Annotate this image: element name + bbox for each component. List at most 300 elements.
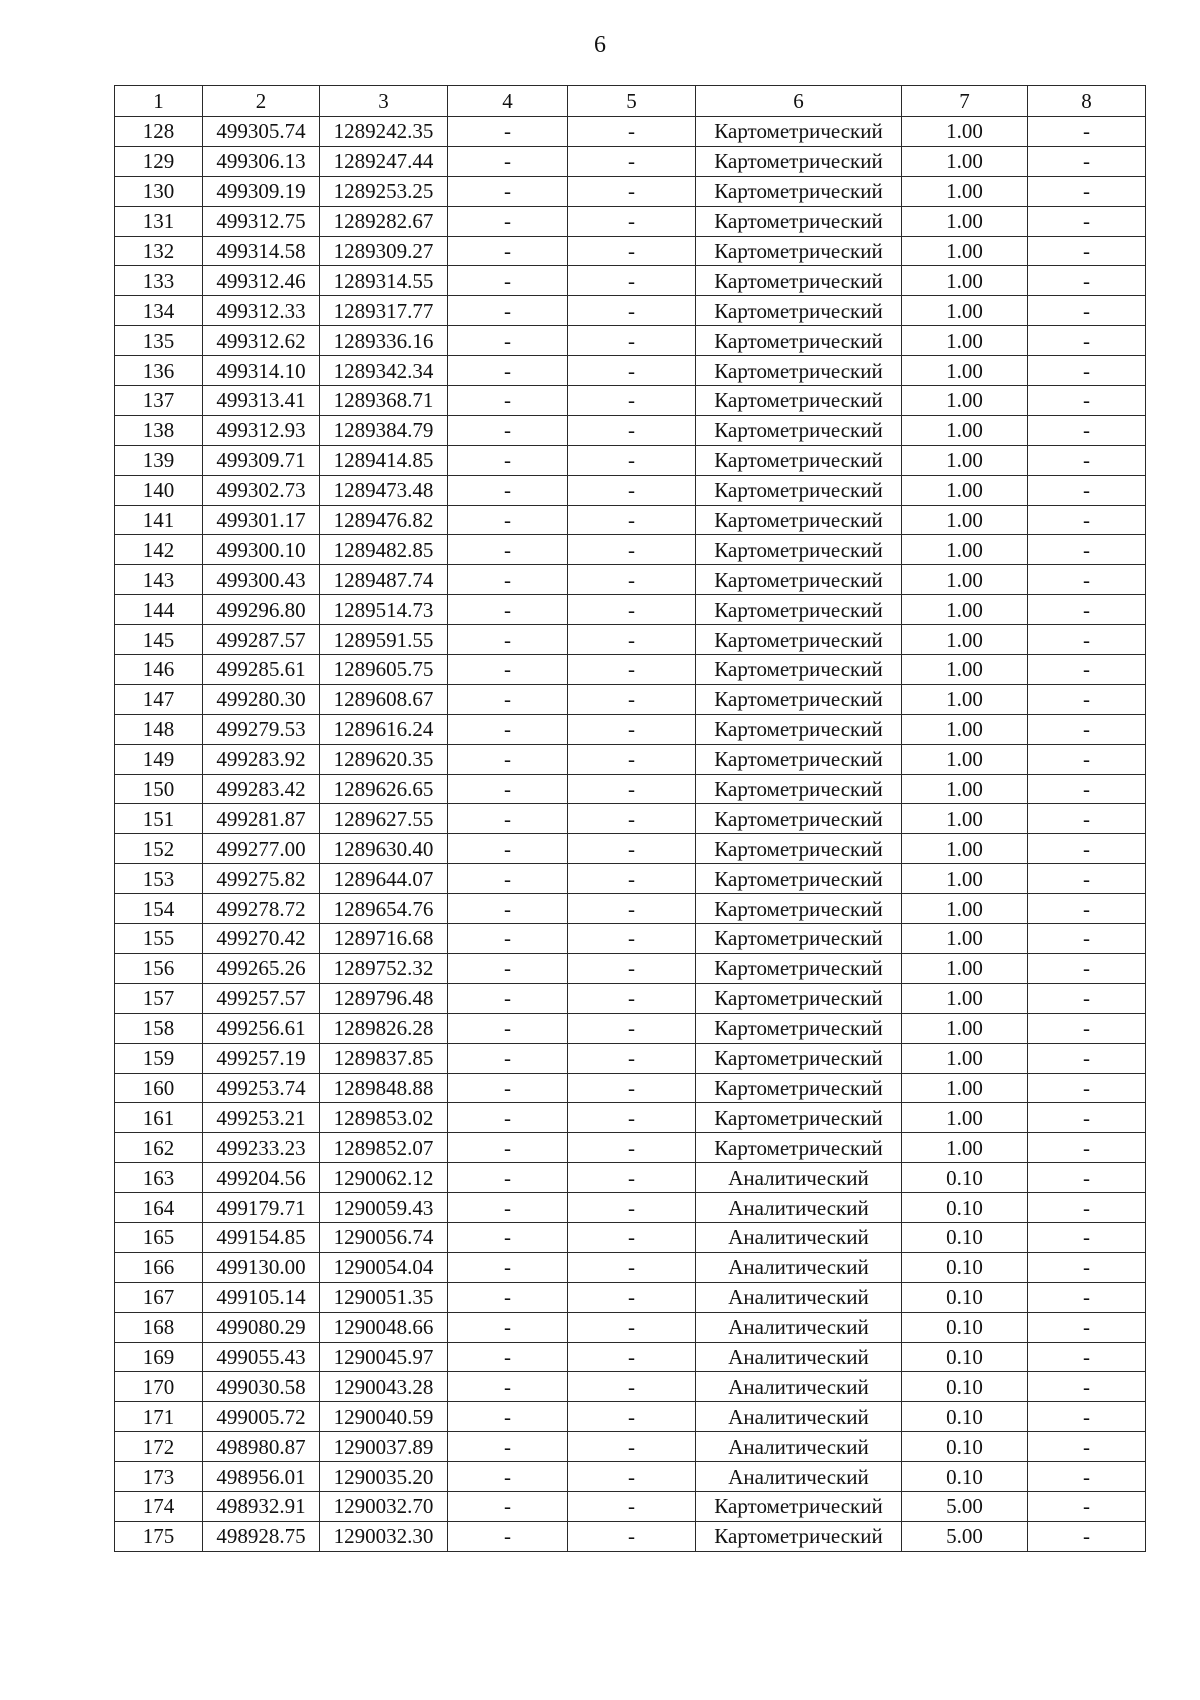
column-5-cell: - [568, 1013, 696, 1043]
column-8-cell: - [1028, 1402, 1146, 1432]
method-cell: Картометрический [696, 117, 902, 147]
column-8-cell: - [1028, 176, 1146, 206]
method-cell: Картометрический [696, 1103, 902, 1133]
x-coordinate-cell: 499312.93 [203, 415, 320, 445]
method-cell: Аналитический [696, 1282, 902, 1312]
method-cell: Аналитический [696, 1252, 902, 1282]
y-coordinate-cell: 1289616.24 [320, 714, 448, 744]
y-coordinate-cell: 1290059.43 [320, 1193, 448, 1223]
accuracy-cell: 1.00 [902, 983, 1028, 1013]
table-row [115, 1193, 1146, 1223]
column-8-cell: - [1028, 714, 1146, 744]
table-row [115, 445, 1146, 475]
table-row [115, 1043, 1146, 1073]
column-8-cell: - [1028, 296, 1146, 326]
y-coordinate-cell: 1290032.70 [320, 1491, 448, 1521]
column-4-cell: - [448, 924, 568, 954]
point-number-cell: 171 [115, 1402, 203, 1432]
point-number-cell: 129 [115, 146, 203, 176]
column-4-cell: - [448, 326, 568, 356]
column-8-cell: - [1028, 535, 1146, 565]
column-4-cell: - [448, 1163, 568, 1193]
column-4-cell: - [448, 1073, 568, 1103]
point-number-cell: 156 [115, 953, 203, 983]
accuracy-cell: 0.10 [902, 1462, 1028, 1492]
method-cell: Картометрический [696, 625, 902, 655]
column-5-cell: - [568, 356, 696, 386]
x-coordinate-cell: 499270.42 [203, 924, 320, 954]
column-4-cell: - [448, 834, 568, 864]
accuracy-cell: 1.00 [902, 296, 1028, 326]
y-coordinate-cell: 1290037.89 [320, 1432, 448, 1462]
column-8-cell: - [1028, 1282, 1146, 1312]
method-cell: Картометрический [696, 266, 902, 296]
y-coordinate-cell: 1289608.67 [320, 684, 448, 714]
column-5-cell: - [568, 714, 696, 744]
method-cell: Картометрический [696, 176, 902, 206]
y-coordinate-cell: 1289414.85 [320, 445, 448, 475]
y-coordinate-cell: 1290032.30 [320, 1521, 448, 1551]
x-coordinate-cell: 499280.30 [203, 684, 320, 714]
accuracy-cell: 0.10 [902, 1342, 1028, 1372]
column-8-cell: - [1028, 1432, 1146, 1462]
column-8-cell: - [1028, 1312, 1146, 1342]
column-4-cell: - [448, 475, 568, 505]
table-row [115, 535, 1146, 565]
point-number-cell: 142 [115, 535, 203, 565]
y-coordinate-cell: 1289384.79 [320, 415, 448, 445]
method-cell: Аналитический [696, 1402, 902, 1432]
column-header: 1 [115, 86, 203, 117]
accuracy-cell: 1.00 [902, 1133, 1028, 1163]
y-coordinate-cell: 1289242.35 [320, 117, 448, 147]
point-number-cell: 158 [115, 1013, 203, 1043]
accuracy-cell: 1.00 [902, 595, 1028, 625]
point-number-cell: 137 [115, 386, 203, 416]
column-8-cell: - [1028, 1043, 1146, 1073]
y-coordinate-cell: 1289309.27 [320, 236, 448, 266]
point-number-cell: 170 [115, 1372, 203, 1402]
point-number-cell: 144 [115, 595, 203, 625]
column-5-cell: - [568, 1282, 696, 1312]
column-5-cell: - [568, 415, 696, 445]
x-coordinate-cell: 499055.43 [203, 1342, 320, 1372]
table-row [115, 505, 1146, 535]
point-number-cell: 157 [115, 983, 203, 1013]
point-number-cell: 175 [115, 1521, 203, 1551]
accuracy-cell: 1.00 [902, 236, 1028, 266]
y-coordinate-cell: 1289282.67 [320, 206, 448, 236]
column-8-cell: - [1028, 1222, 1146, 1252]
column-8-cell: - [1028, 953, 1146, 983]
table-row [115, 1312, 1146, 1342]
y-coordinate-cell: 1289626.65 [320, 774, 448, 804]
method-cell: Аналитический [696, 1312, 902, 1342]
y-coordinate-cell: 1289837.85 [320, 1043, 448, 1073]
x-coordinate-cell: 498980.87 [203, 1432, 320, 1462]
y-coordinate-cell: 1290043.28 [320, 1372, 448, 1402]
table-row [115, 774, 1146, 804]
column-8-cell: - [1028, 655, 1146, 685]
accuracy-cell: 1.00 [902, 1073, 1028, 1103]
column-4-cell: - [448, 1432, 568, 1462]
method-cell: Картометрический [696, 236, 902, 266]
table-row [115, 744, 1146, 774]
y-coordinate-cell: 1290045.97 [320, 1342, 448, 1372]
column-8-cell: - [1028, 894, 1146, 924]
x-coordinate-cell: 499312.33 [203, 296, 320, 326]
column-8-cell: - [1028, 326, 1146, 356]
table-row [115, 386, 1146, 416]
method-cell: Картометрический [696, 834, 902, 864]
y-coordinate-cell: 1290040.59 [320, 1402, 448, 1432]
x-coordinate-cell: 499287.57 [203, 625, 320, 655]
accuracy-cell: 1.00 [902, 505, 1028, 535]
x-coordinate-cell: 498932.91 [203, 1491, 320, 1521]
column-8-cell: - [1028, 565, 1146, 595]
x-coordinate-cell: 499279.53 [203, 714, 320, 744]
table-row [115, 146, 1146, 176]
column-5-cell: - [568, 1163, 696, 1193]
table-row [115, 595, 1146, 625]
y-coordinate-cell: 1289605.75 [320, 655, 448, 685]
x-coordinate-cell: 499301.17 [203, 505, 320, 535]
method-cell: Картометрический [696, 1491, 902, 1521]
table-row [115, 1521, 1146, 1551]
x-coordinate-cell: 499312.62 [203, 326, 320, 356]
method-cell: Картометрический [696, 535, 902, 565]
y-coordinate-cell: 1289620.35 [320, 744, 448, 774]
table-row [115, 804, 1146, 834]
table-row [115, 296, 1146, 326]
column-4-cell: - [448, 1491, 568, 1521]
column-8-cell: - [1028, 356, 1146, 386]
column-4-cell: - [448, 206, 568, 236]
column-4-cell: - [448, 1372, 568, 1402]
column-4-cell: - [448, 1282, 568, 1312]
column-8-cell: - [1028, 1193, 1146, 1223]
x-coordinate-cell: 499179.71 [203, 1193, 320, 1223]
column-8-cell: - [1028, 146, 1146, 176]
x-coordinate-cell: 499313.41 [203, 386, 320, 416]
column-5-cell: - [568, 1103, 696, 1133]
table-body [115, 117, 1146, 1552]
column-4-cell: - [448, 176, 568, 206]
column-5-cell: - [568, 266, 696, 296]
accuracy-cell: 1.00 [902, 535, 1028, 565]
table-row [115, 1013, 1146, 1043]
point-number-cell: 132 [115, 236, 203, 266]
table-row [115, 1222, 1146, 1252]
table-row [115, 834, 1146, 864]
column-8-cell: - [1028, 1252, 1146, 1282]
column-header: 4 [448, 86, 568, 117]
column-5-cell: - [568, 595, 696, 625]
accuracy-cell: 1.00 [902, 356, 1028, 386]
column-4-cell: - [448, 266, 568, 296]
column-8-cell: - [1028, 1342, 1146, 1372]
column-4-cell: - [448, 146, 568, 176]
y-coordinate-cell: 1289487.74 [320, 565, 448, 595]
column-5-cell: - [568, 744, 696, 774]
accuracy-cell: 1.00 [902, 326, 1028, 356]
table-row [115, 1432, 1146, 1462]
y-coordinate-cell: 1289826.28 [320, 1013, 448, 1043]
x-coordinate-cell: 499253.74 [203, 1073, 320, 1103]
x-coordinate-cell: 499285.61 [203, 655, 320, 685]
method-cell: Картометрический [696, 505, 902, 535]
y-coordinate-cell: 1290054.04 [320, 1252, 448, 1282]
accuracy-cell: 1.00 [902, 415, 1028, 445]
column-5-cell: - [568, 326, 696, 356]
column-8-cell: - [1028, 684, 1146, 714]
method-cell: Картометрический [696, 565, 902, 595]
column-8-cell: - [1028, 1462, 1146, 1492]
table-row [115, 924, 1146, 954]
column-8-cell: - [1028, 445, 1146, 475]
accuracy-cell: 1.00 [902, 475, 1028, 505]
column-8-cell: - [1028, 744, 1146, 774]
y-coordinate-cell: 1289644.07 [320, 864, 448, 894]
table-row [115, 1342, 1146, 1372]
y-coordinate-cell: 1289476.82 [320, 505, 448, 535]
column-5-cell: - [568, 1432, 696, 1462]
accuracy-cell: 1.00 [902, 1043, 1028, 1073]
x-coordinate-cell: 499130.00 [203, 1252, 320, 1282]
table-row [115, 1073, 1146, 1103]
column-8-cell: - [1028, 595, 1146, 625]
x-coordinate-cell: 498956.01 [203, 1462, 320, 1492]
column-8-cell: - [1028, 206, 1146, 236]
column-4-cell: - [448, 983, 568, 1013]
point-number-cell: 139 [115, 445, 203, 475]
accuracy-cell: 1.00 [902, 804, 1028, 834]
y-coordinate-cell: 1289247.44 [320, 146, 448, 176]
column-header: 2 [203, 86, 320, 117]
method-cell: Картометрический [696, 684, 902, 714]
method-cell: Картометрический [696, 655, 902, 685]
column-4-cell: - [448, 356, 568, 386]
table-row [115, 1163, 1146, 1193]
column-8-cell: - [1028, 983, 1146, 1013]
method-cell: Картометрический [696, 1043, 902, 1073]
table-row [115, 415, 1146, 445]
y-coordinate-cell: 1289716.68 [320, 924, 448, 954]
column-5-cell: - [568, 1252, 696, 1282]
method-cell: Картометрический [696, 475, 902, 505]
column-4-cell: - [448, 1521, 568, 1551]
y-coordinate-cell: 1289654.76 [320, 894, 448, 924]
x-coordinate-cell: 499005.72 [203, 1402, 320, 1432]
x-coordinate-cell: 499283.42 [203, 774, 320, 804]
column-8-cell: - [1028, 475, 1146, 505]
column-8-cell: - [1028, 924, 1146, 954]
column-5-cell: - [568, 505, 696, 535]
column-header: 5 [568, 86, 696, 117]
accuracy-cell: 1.00 [902, 266, 1028, 296]
y-coordinate-cell: 1289514.73 [320, 595, 448, 625]
column-5-cell: - [568, 117, 696, 147]
column-4-cell: - [448, 1103, 568, 1133]
table-row [115, 953, 1146, 983]
column-5-cell: - [568, 475, 696, 505]
y-coordinate-cell: 1289796.48 [320, 983, 448, 1013]
table-row [115, 236, 1146, 266]
column-5-cell: - [568, 236, 696, 266]
method-cell: Картометрический [696, 356, 902, 386]
accuracy-cell: 1.00 [902, 1103, 1028, 1133]
accuracy-cell: 5.00 [902, 1521, 1028, 1551]
x-coordinate-cell: 499283.92 [203, 744, 320, 774]
method-cell: Аналитический [696, 1342, 902, 1372]
column-5-cell: - [568, 445, 696, 475]
table-row [115, 1372, 1146, 1402]
column-4-cell: - [448, 386, 568, 416]
column-5-cell: - [568, 206, 696, 236]
accuracy-cell: 5.00 [902, 1491, 1028, 1521]
point-number-cell: 160 [115, 1073, 203, 1103]
point-number-cell: 131 [115, 206, 203, 236]
x-coordinate-cell: 498928.75 [203, 1521, 320, 1551]
column-8-cell: - [1028, 505, 1146, 535]
accuracy-cell: 0.10 [902, 1402, 1028, 1432]
column-4-cell: - [448, 774, 568, 804]
method-cell: Картометрический [696, 804, 902, 834]
column-4-cell: - [448, 894, 568, 924]
point-number-cell: 134 [115, 296, 203, 326]
x-coordinate-cell: 499300.43 [203, 565, 320, 595]
column-8-cell: - [1028, 415, 1146, 445]
x-coordinate-cell: 499302.73 [203, 475, 320, 505]
point-number-cell: 164 [115, 1193, 203, 1223]
y-coordinate-cell: 1289473.48 [320, 475, 448, 505]
accuracy-cell: 1.00 [902, 176, 1028, 206]
table-row [115, 1252, 1146, 1282]
y-coordinate-cell: 1289317.77 [320, 296, 448, 326]
accuracy-cell: 1.00 [902, 744, 1028, 774]
table-row [115, 1282, 1146, 1312]
x-coordinate-cell: 499080.29 [203, 1312, 320, 1342]
column-4-cell: - [448, 864, 568, 894]
method-cell: Картометрический [696, 386, 902, 416]
column-5-cell: - [568, 655, 696, 685]
table-row [115, 117, 1146, 147]
column-4-cell: - [448, 625, 568, 655]
column-5-cell: - [568, 1312, 696, 1342]
column-8-cell: - [1028, 1163, 1146, 1193]
point-number-cell: 165 [115, 1222, 203, 1252]
y-coordinate-cell: 1289853.02 [320, 1103, 448, 1133]
x-coordinate-cell: 499305.74 [203, 117, 320, 147]
accuracy-cell: 1.00 [902, 625, 1028, 655]
column-4-cell: - [448, 1222, 568, 1252]
method-cell: Аналитический [696, 1432, 902, 1462]
x-coordinate-cell: 499105.14 [203, 1282, 320, 1312]
column-4-cell: - [448, 236, 568, 266]
column-4-cell: - [448, 1312, 568, 1342]
accuracy-cell: 1.00 [902, 206, 1028, 236]
x-coordinate-cell: 499278.72 [203, 894, 320, 924]
column-5-cell: - [568, 774, 696, 804]
x-coordinate-cell: 499312.75 [203, 206, 320, 236]
method-cell: Картометрический [696, 864, 902, 894]
column-4-cell: - [448, 684, 568, 714]
column-4-cell: - [448, 296, 568, 326]
accuracy-cell: 0.10 [902, 1282, 1028, 1312]
accuracy-cell: 1.00 [902, 953, 1028, 983]
column-header: 7 [902, 86, 1028, 117]
column-8-cell: - [1028, 1073, 1146, 1103]
column-5-cell: - [568, 1073, 696, 1103]
x-coordinate-cell: 499312.46 [203, 266, 320, 296]
method-cell: Картометрический [696, 326, 902, 356]
column-5-cell: - [568, 535, 696, 565]
y-coordinate-cell: 1289852.07 [320, 1133, 448, 1163]
accuracy-cell: 0.10 [902, 1372, 1028, 1402]
table-row [115, 625, 1146, 655]
column-5-cell: - [568, 296, 696, 326]
column-8-cell: - [1028, 1491, 1146, 1521]
column-4-cell: - [448, 535, 568, 565]
accuracy-cell: 1.00 [902, 1013, 1028, 1043]
accuracy-cell: 1.00 [902, 684, 1028, 714]
x-coordinate-cell: 499257.57 [203, 983, 320, 1013]
point-number-cell: 172 [115, 1432, 203, 1462]
y-coordinate-cell: 1289336.16 [320, 326, 448, 356]
point-number-cell: 173 [115, 1462, 203, 1492]
accuracy-cell: 0.10 [902, 1222, 1028, 1252]
column-8-cell: - [1028, 1013, 1146, 1043]
point-number-cell: 168 [115, 1312, 203, 1342]
column-5-cell: - [568, 625, 696, 655]
column-5-cell: - [568, 1491, 696, 1521]
table-row [115, 684, 1146, 714]
column-4-cell: - [448, 595, 568, 625]
method-cell: Картометрический [696, 894, 902, 924]
column-4-cell: - [448, 714, 568, 744]
point-number-cell: 145 [115, 625, 203, 655]
accuracy-cell: 1.00 [902, 655, 1028, 685]
point-number-cell: 161 [115, 1103, 203, 1133]
table-row [115, 864, 1146, 894]
y-coordinate-cell: 1289314.55 [320, 266, 448, 296]
column-8-cell: - [1028, 1133, 1146, 1163]
column-5-cell: - [568, 924, 696, 954]
column-8-cell: - [1028, 1103, 1146, 1133]
point-number-cell: 152 [115, 834, 203, 864]
table-row [115, 1133, 1146, 1163]
column-5-cell: - [568, 834, 696, 864]
page-number: 6 [594, 32, 606, 58]
column-5-cell: - [568, 804, 696, 834]
point-number-cell: 147 [115, 684, 203, 714]
column-5-cell: - [568, 1521, 696, 1551]
method-cell: Картометрический [696, 774, 902, 804]
x-coordinate-cell: 499306.13 [203, 146, 320, 176]
coordinates-table [114, 85, 1146, 1552]
y-coordinate-cell: 1290035.20 [320, 1462, 448, 1492]
column-4-cell: - [448, 445, 568, 475]
column-5-cell: - [568, 1043, 696, 1073]
method-cell: Картометрический [696, 953, 902, 983]
column-header: 3 [320, 86, 448, 117]
column-5-cell: - [568, 864, 696, 894]
method-cell: Картометрический [696, 595, 902, 625]
column-5-cell: - [568, 146, 696, 176]
column-8-cell: - [1028, 236, 1146, 266]
accuracy-cell: 1.00 [902, 117, 1028, 147]
column-4-cell: - [448, 117, 568, 147]
